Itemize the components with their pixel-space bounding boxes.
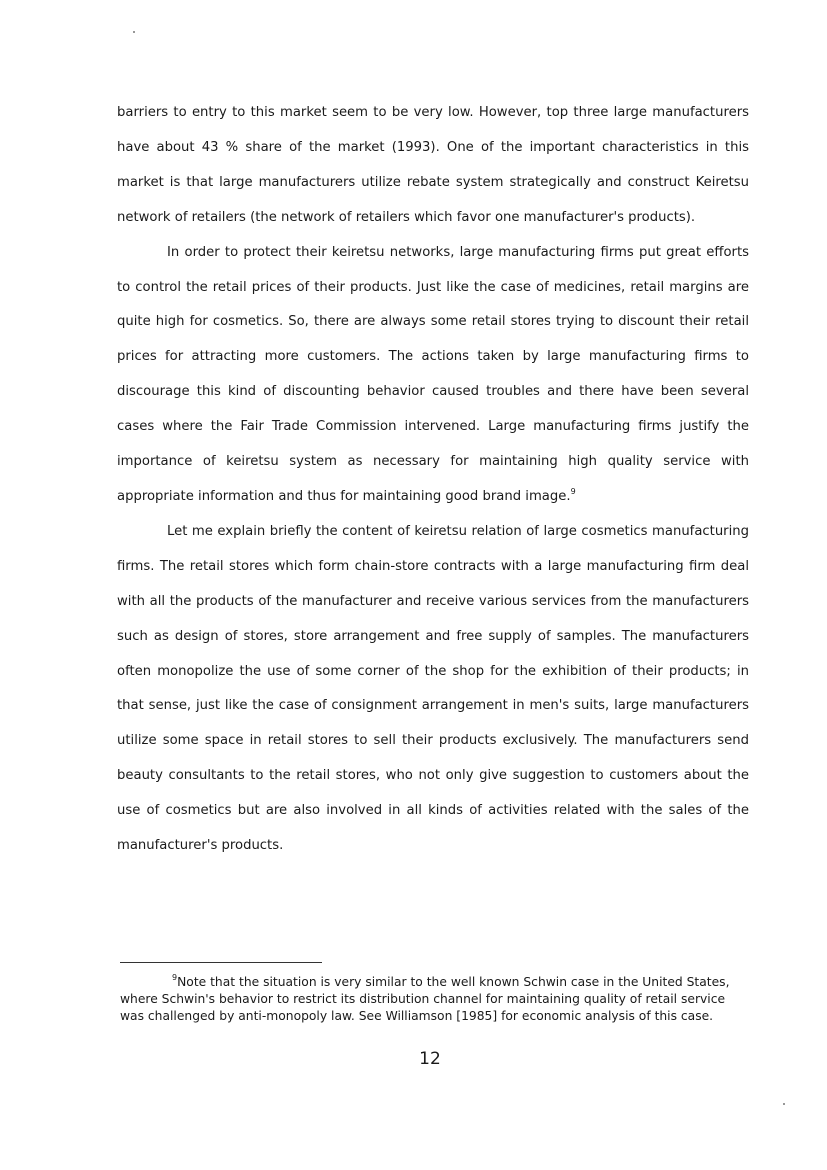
page-number: 12 (419, 1049, 441, 1069)
body-text (117, 96, 749, 864)
paragraph-3-text: Let me explain briefly the content of keiretsu relation of large cosmetics manufacturing firms. The retail stores which form chain-store contracts with a large manufacturing firm deal with all the products of the manufacturer and receive various services from the manufacturers such as design of stores, store arrangement and free supply of samples. The manufacturers often monopolize the use of some corner of the shop for the exhibition of their products; in that sense, just like the case of consignment arrangement in men's suits, large manufacturers utilize some space in retail stores to sell their products exclusively. The manufacturers send beauty consultants to the retail stores, who not only give suggestion to customers about the use of cosmetics but are also involved in all kinds of activities related with the sales of the manufacturer's products. (117, 523, 749, 854)
footnote (120, 974, 730, 1026)
footnote-reference: 9 (570, 486, 576, 496)
paragraph-2-text: In order to protect their keiretsu networks, large manufacturing firms put great efforts to control the retail prices of their products. Just like the case of medicines, retail margins are quite high for cosmetics. So, there are always some retail stores trying to discount their retail prices for attracting more customers. The actions taken by large manufacturing firms to discourage this kind of discounting behavior caused troubles and there have been several cases where the Fair Trade Commission intervened. Large manufacturing firms justify the importance of keiretsu system as necessary for maintaining high quality service with appropriate information and thus for maintaining good brand image. (117, 244, 749, 504)
footnote-marker: 9 (172, 973, 178, 982)
paragraph-3 (117, 515, 749, 864)
footnote-separator (120, 962, 322, 963)
scan-speck (133, 31, 135, 33)
footnote-text: Note that the situation is very similar to the well known Schwin case in the United States, where Schwin's behavior to restrict its distribution channel for maintaining quality of retail service was challenged by anti-monopoly law. See Williamson [1985] for economic analysis of this case. (120, 975, 730, 1024)
paragraph-1 (117, 96, 749, 236)
paragraph-2 (117, 236, 749, 515)
scan-speck (783, 1103, 785, 1105)
paragraph-1-text: barriers to entry to this market seem to be very low. However, top three large manufacturers have about 43 % share of the market (1993). One of the important characteristics in this market is that large manufacturers utilize rebate system strategically and construct Keiretsu network of retailers (the network of retailers which favor one manufacturer's products). (117, 105, 749, 225)
